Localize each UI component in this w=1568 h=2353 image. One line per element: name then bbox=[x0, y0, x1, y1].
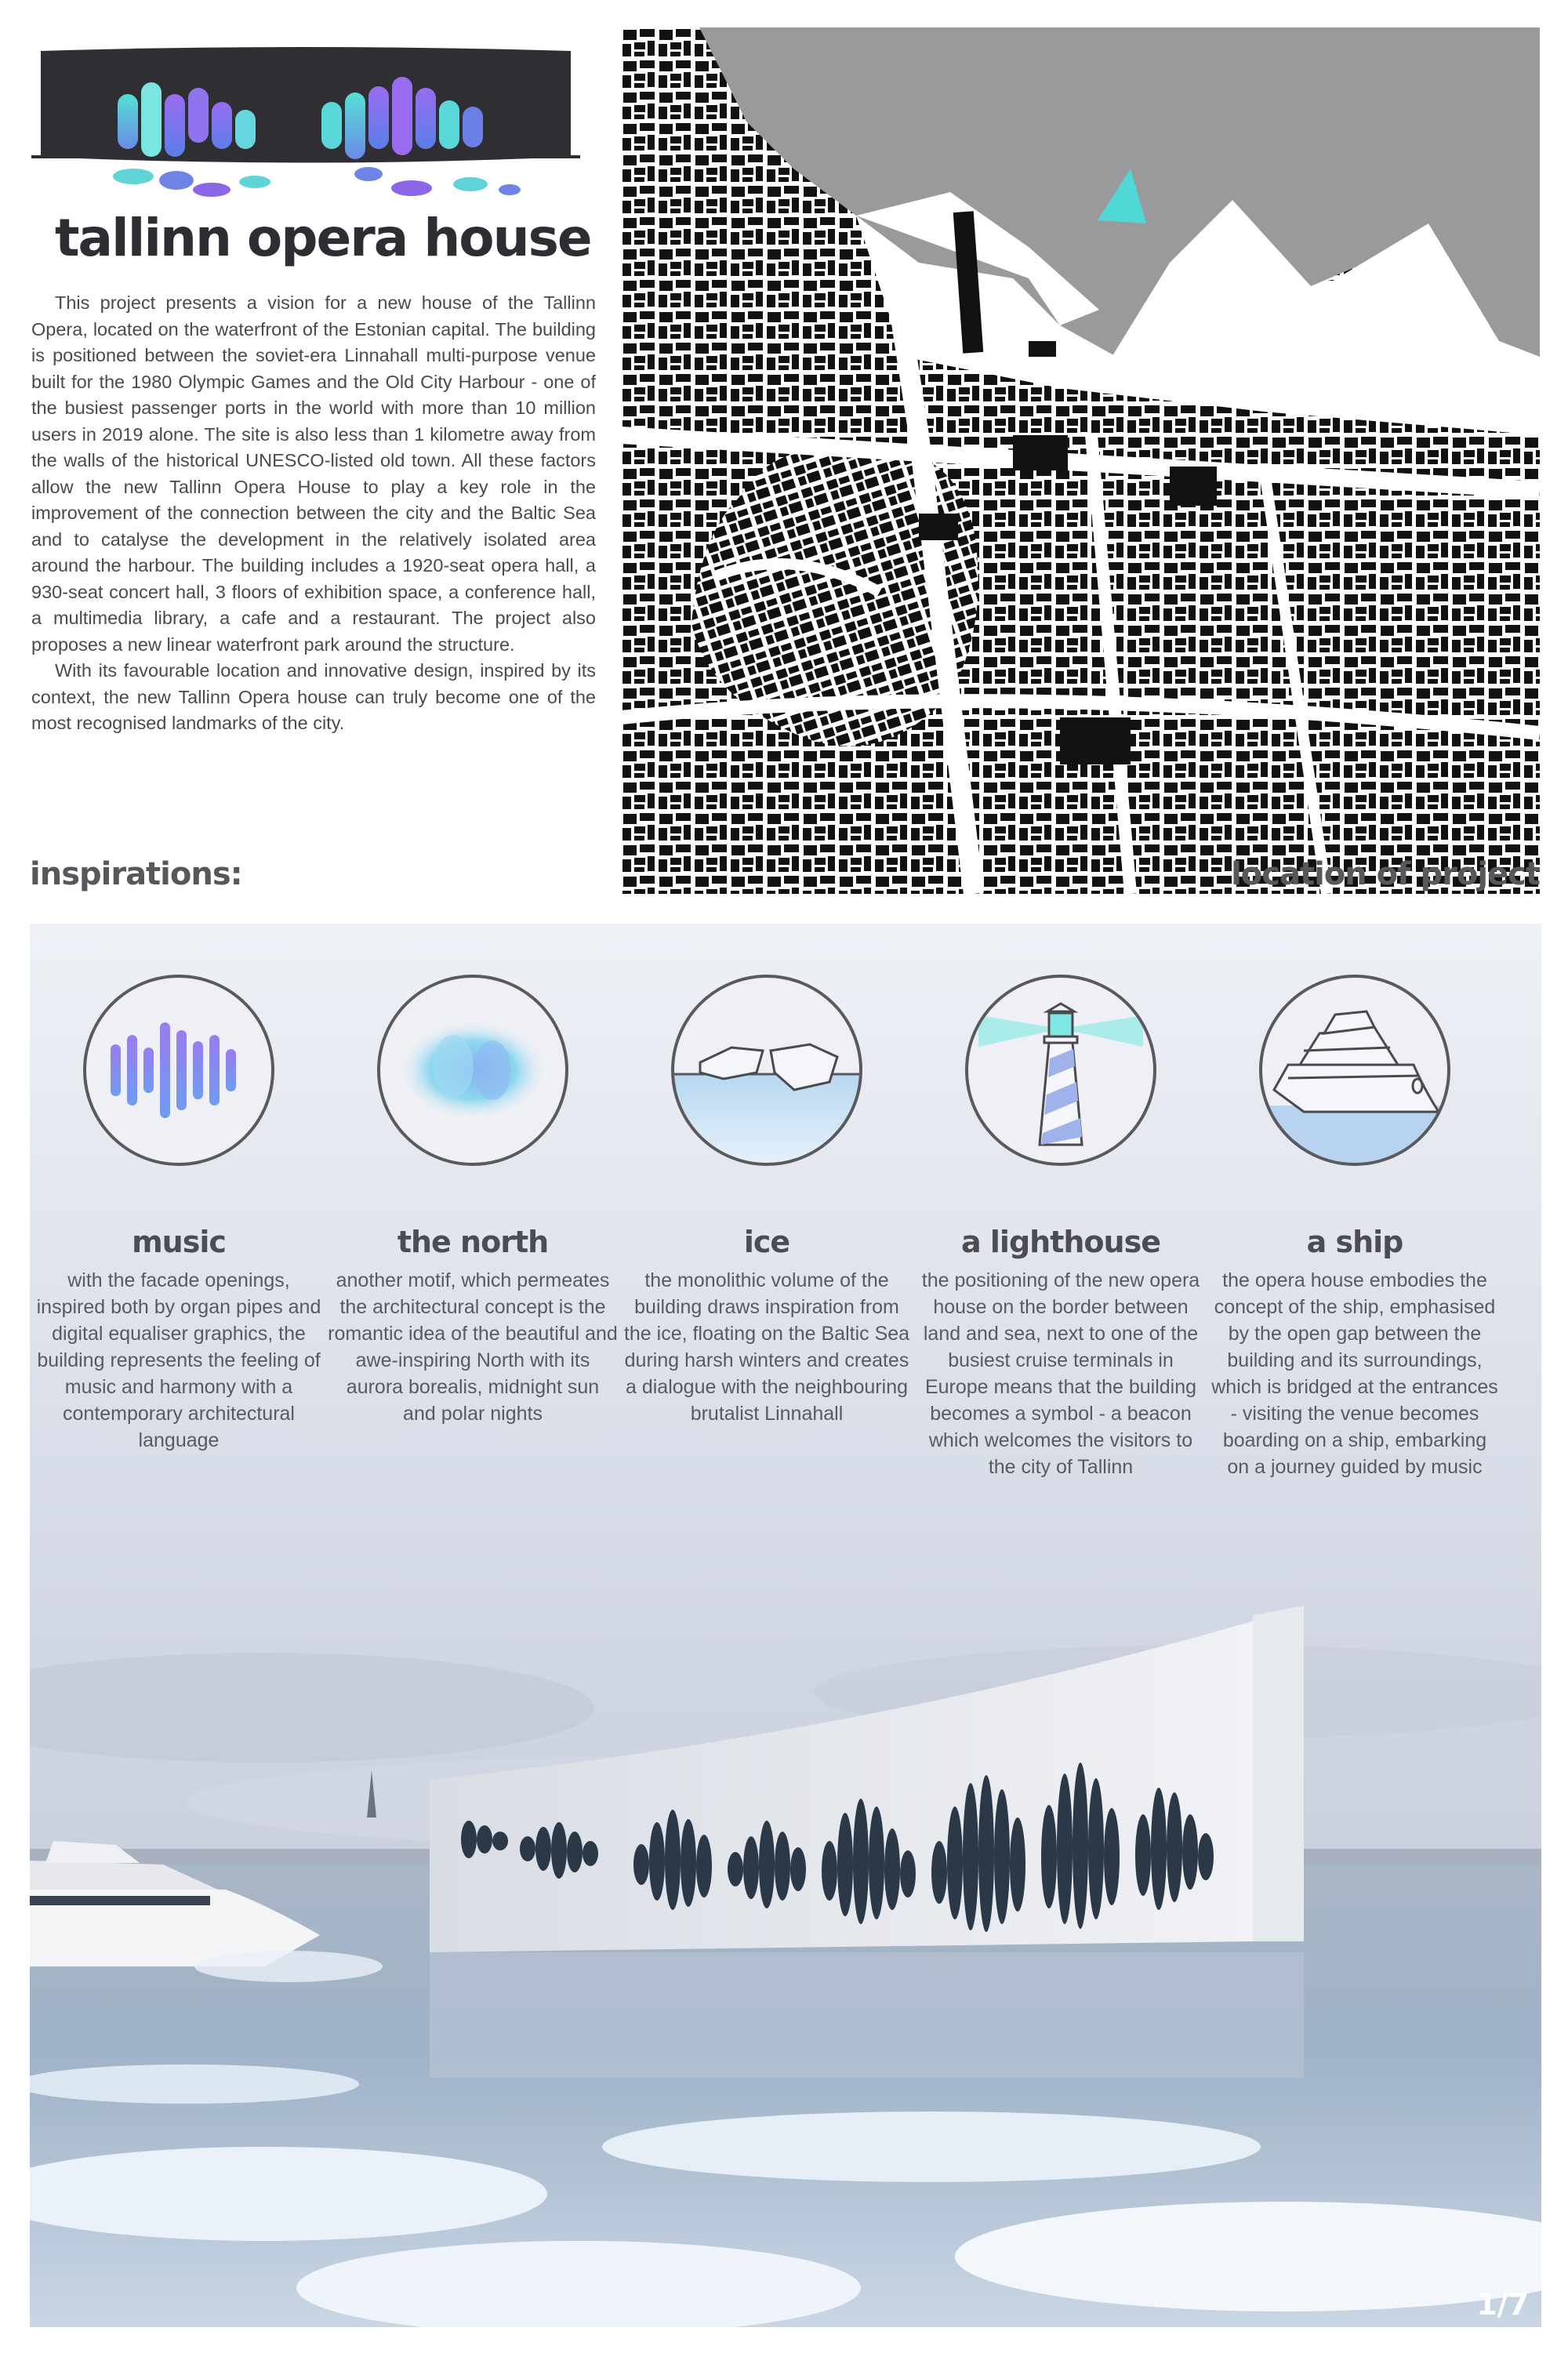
intro-paragraph: This project presents a vision for a new house of the Tallinn Opera, located on the waterfront of the Estonian capital. The building is positioned between the soviet-era Linnahall multi-purpose venue built for the 1980 Olympic Games and the Old City Harbour - one of the busiest passenger ports in the world with more than 10 million users in 2019 alone. The site is also less than 1 kilometre away from the walls of the historical UNESCO-listed old town. All these factors allow the new Tallinn Opera House to play a key role in the improvement of the connection between the city and the Baltic Sea and to catalyse the development in the relatively isolated area around the harbour. The building includes a 1920-seat opera hall, a 930-seat concert hall, 3 floors of exhibition space, a conference hall, a multimedia library, a cafe and a restaurant. The project also proposes a new linear waterfront park around the structure. bbox=[31, 292, 596, 655]
page-title: tallinn opera house bbox=[55, 208, 591, 268]
inspiration-ice bbox=[618, 972, 916, 1427]
intro-paragraph: With its favourable location and innovative design, inspired by its context, the new Tallinn Opera house can truly become one of the most recognised landmarks of the city. bbox=[31, 660, 596, 733]
intro-text bbox=[31, 290, 596, 737]
lighthouse-icon bbox=[963, 972, 1159, 1168]
location-heading: location of project bbox=[1231, 856, 1540, 892]
inspiration-text: the opera house embodies the concept of the ship, emphasised by the open gap between the building and its surroundings, which is bridged at the entrances - visiting the venue becomes boarding on a ship, embarking on a journey guided by music bbox=[1211, 1269, 1498, 1478]
inspiration-title: a ship bbox=[1306, 1225, 1403, 1259]
inspiration-title: ice bbox=[743, 1225, 790, 1259]
inspiration-north bbox=[324, 972, 622, 1427]
inspiration-ship bbox=[1206, 972, 1504, 1480]
inspiration-text: another motif, which permeates the architectural concept is the romantic idea of the beautiful and awe-inspiring North with its aurora borealis, midnight sun and polar nights bbox=[328, 1269, 618, 1425]
inspiration-text: the monolithic volume of the building draws inspiration from the ice, floating on the Baltic Sea during harsh winters and creates a dialogue with the neighbouring brutalist Linnahall bbox=[623, 1269, 910, 1425]
aurora-icon bbox=[375, 972, 571, 1168]
equalizer-icon bbox=[81, 972, 277, 1168]
ice-floe-icon bbox=[669, 972, 865, 1168]
inspiration-title: the north bbox=[397, 1225, 549, 1259]
ship-icon bbox=[1257, 972, 1453, 1168]
page-number: 1/7 bbox=[1476, 2287, 1529, 2322]
inspiration-title: music bbox=[132, 1225, 226, 1259]
inspirations-heading: inspirations: bbox=[30, 856, 242, 892]
inspiration-music bbox=[30, 972, 328, 1454]
inspiration-lighthouse bbox=[912, 972, 1210, 1480]
inspiration-text: the positioning of the new opera house on the border between land and sea, next to one of the busiest cruise terminals in Europe means that the building becomes a symbol - a beacon which welcomes the visitors to the city of Tallinn bbox=[921, 1269, 1200, 1478]
inspiration-text: with the facade openings, inspired both by organ pipes and digital equaliser graphics, the building represents the feeling of music and harmony with a contemporary architectural language bbox=[36, 1269, 321, 1451]
opera-logo bbox=[31, 39, 580, 208]
site-map bbox=[621, 27, 1540, 894]
render-panel bbox=[30, 924, 1541, 2327]
inspiration-title: a lighthouse bbox=[961, 1225, 1160, 1259]
